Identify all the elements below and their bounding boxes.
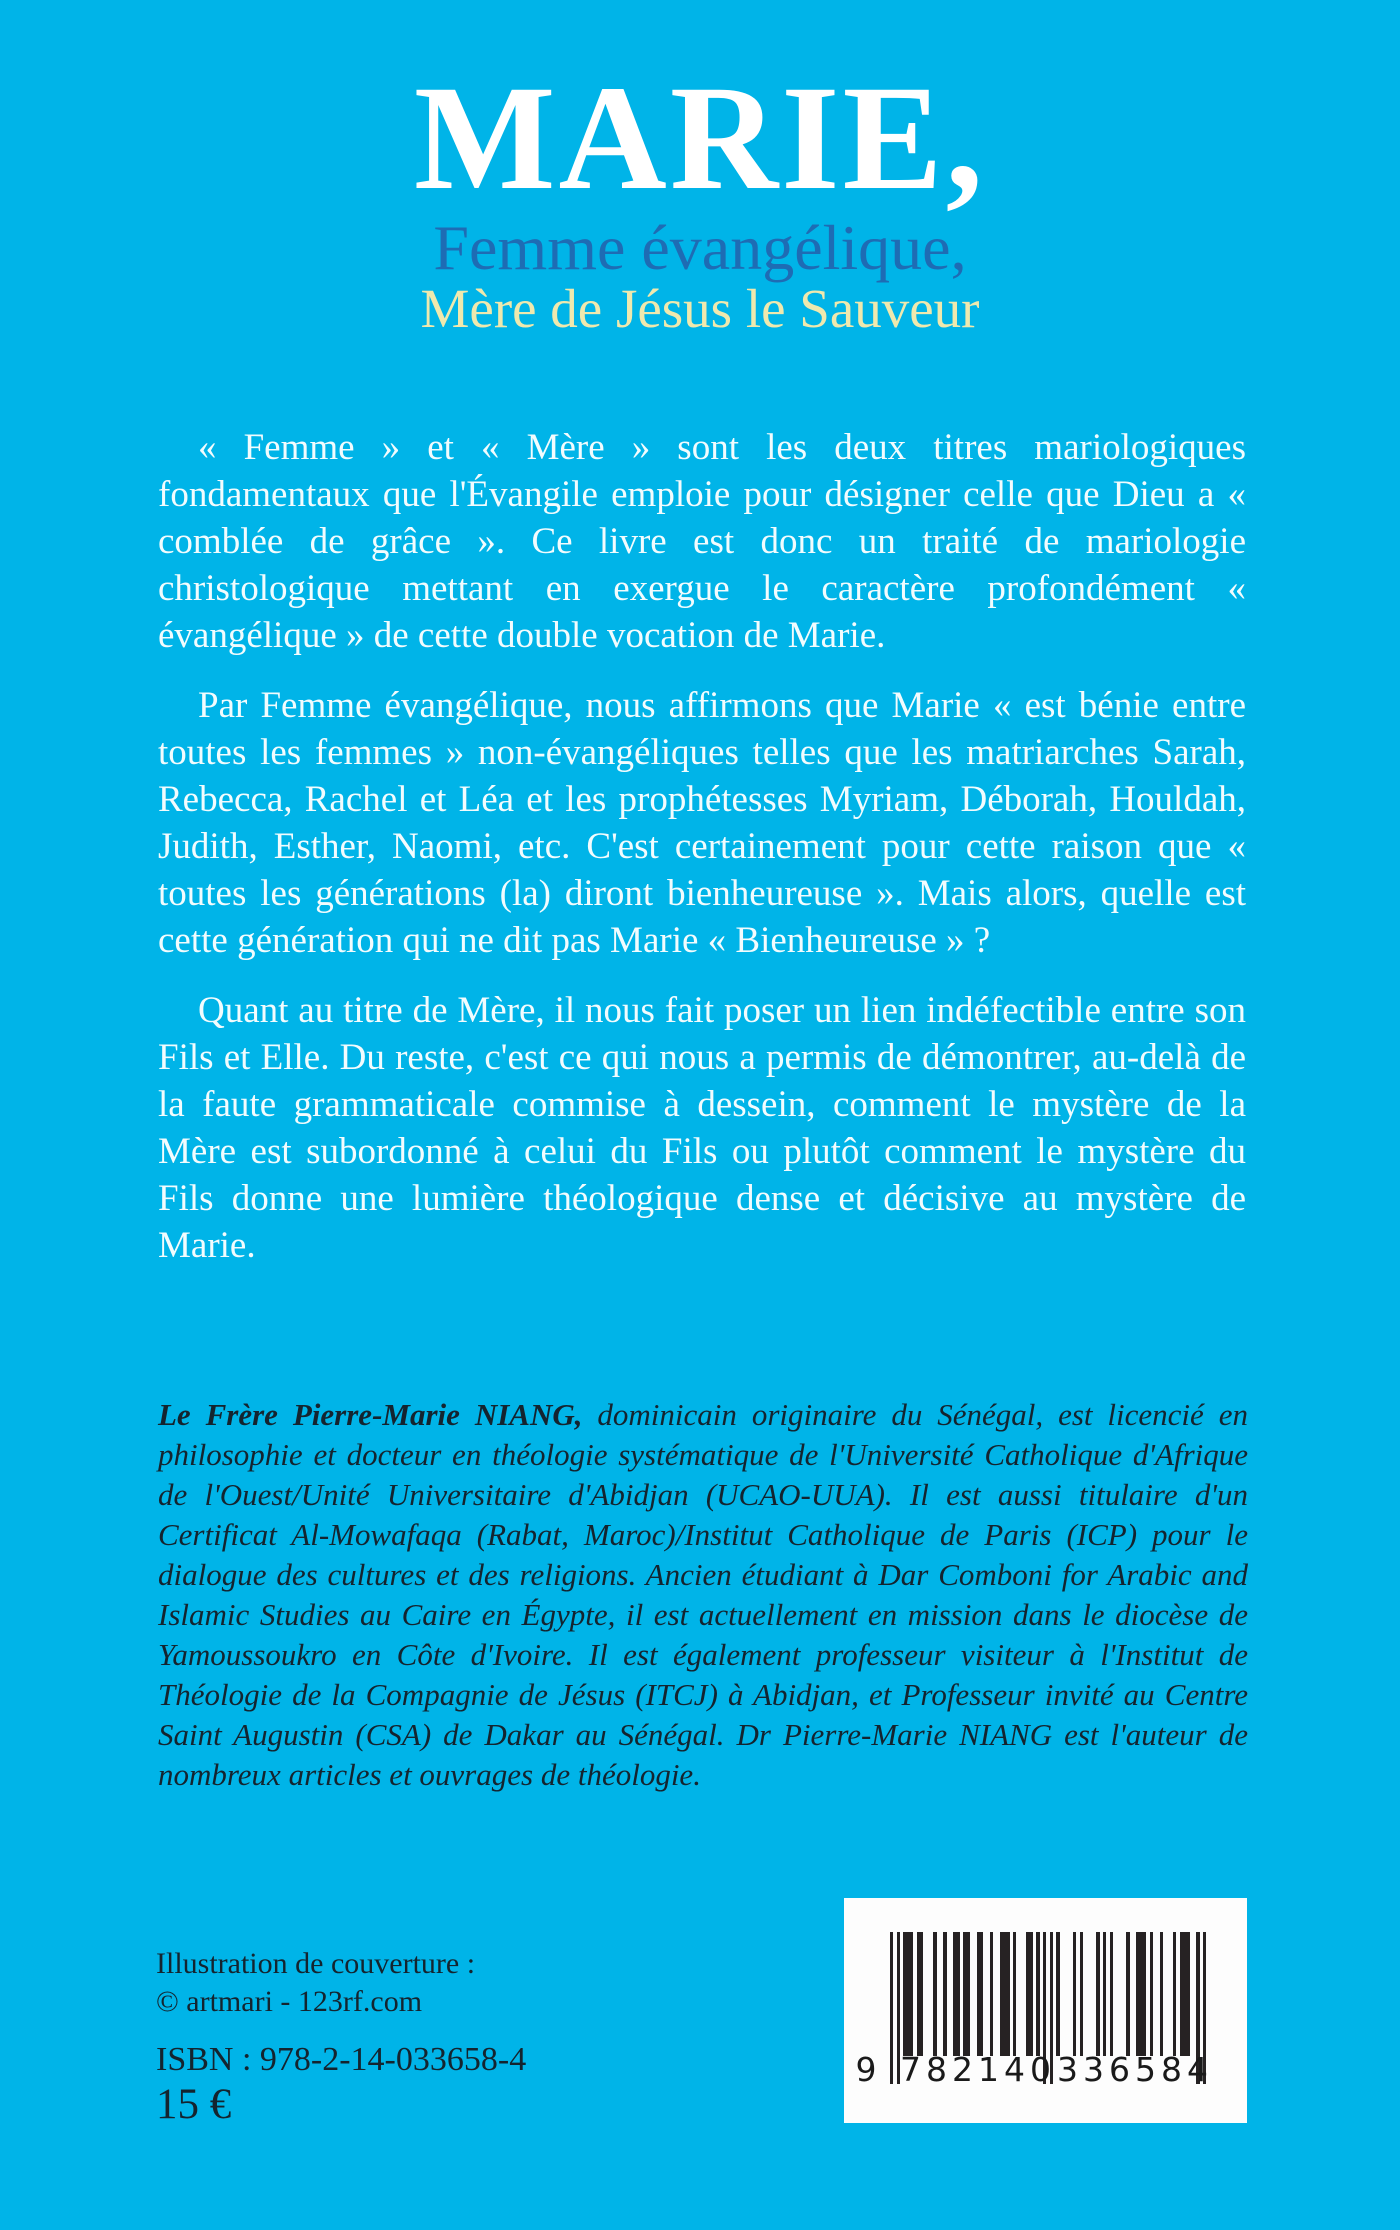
barcode <box>844 1898 1247 2123</box>
synopsis-paragraph-1: « Femme » et « Mère » sont les deux titres mariologiques fondamentaux que l'Évangile emploie pour désigner celle que Dieu a « comblée de grâce ». Ce livre est donc un traité de mariologie christologique mettant en exergue le caractère profondément « évangélique » de cette double vocation de Marie. <box>158 427 1246 656</box>
cover-illustration-credit <box>156 1945 856 2021</box>
barcode-digits-left: 782140 <box>900 2050 1056 2089</box>
author-bio-text: dominicain originaire du Sénégal, est licencié en philosophie et docteur en théologie systématique de l'Université Catholique d'Afrique de l'Ouest/Unité Universitaire d'Abidjan (UCAO-UUA). Il est aussi titulaire d'un Certificat Al-Mowafaqa (Rabat, Maroc)/Institut Catholique de Paris (ICP) pour le dialogue des cultures et des religions. Ancien étudiant à Dar Comboni for Arabic and Islamic Studies au Caire en Égypte, il est actuellement en mission dans le diocèse de Yamoussoukro en Côte d'Ivoire. Il est également professeur visiteur à l'Institut de Théologie de la Compagnie de Jésus (ITCJ) à Abidjan, et Professeur invité au Centre Saint Augustin (CSA) de Dakar au Sénégal. Dr Pierre-Marie NIANG est l'auteur de nombreux articles et ouvrages de théologie. <box>158 1397 1248 1792</box>
synopsis-paragraph-2: Par Femme évangélique, nous affirmons que Marie « est bénie entre toutes les femmes » non-évangéliques telles que les matriarches Sarah, Rebecca, Rachel et Léa et les prophétesses Myriam, Déborah, Houldah, Judith, Esther, Naomi, etc. C'est certainement pour cette raison que « toutes les générations (la) diront bienheureuse ». Mais alors, quelle est cette génération qui ne dit pas Marie « Bienheureuse » ? <box>158 685 1246 961</box>
barcode-digits-right: 336584 <box>1057 2050 1213 2089</box>
credit-line-2: © artmari - 123rf.com <box>156 1985 423 2018</box>
price-text: 15 € <box>156 2081 232 2128</box>
barcode-digit-lead: 9 <box>855 2050 877 2089</box>
synopsis <box>158 424 1246 1292</box>
author-bio <box>158 1395 1248 1795</box>
credit-line-1: Illustration de couverture : <box>156 1947 476 1980</box>
barcode-digits <box>844 2052 1247 2092</box>
page-title: MARIE, <box>413 55 987 221</box>
author-name: Le Frère Pierre-Marie NIANG, <box>158 1397 583 1432</box>
isbn-text: ISBN : 978-2-14-033658-4 <box>156 2041 527 2078</box>
subtitle-line1: Femme évangélique, <box>433 212 967 283</box>
synopsis-paragraph-3: Quant au titre de Mère, il nous fait poser un lien indéfectible entre son Fils et Elle. Du reste, c'est ce qui nous a permis de démontrer, au-delà de la faute grammaticale commise à dessein, comment le mystère de la Mère est subordonné à celui du Fils ou plutôt comment le mystère du Fils donne une lumière théologique dense et décisive au mystère de Marie. <box>158 990 1246 1266</box>
subtitle-line2: Mère de Jésus le Sauveur <box>420 278 980 339</box>
